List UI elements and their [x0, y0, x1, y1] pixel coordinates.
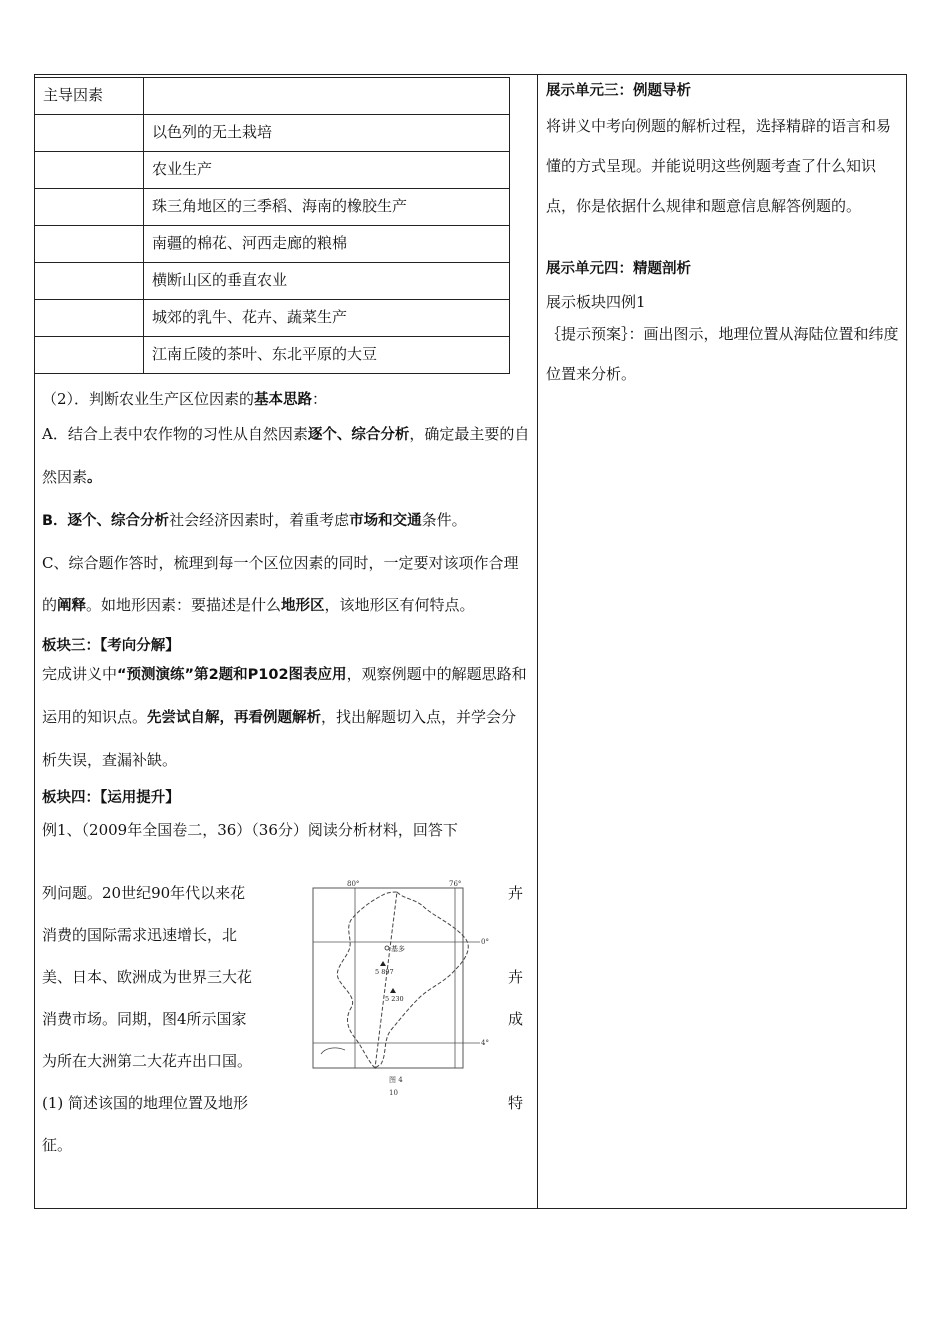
unit3-text: 将讲义中考向例题的解析过程，选择精辟的语言和易懂的方式呈现。并能说明这些例题考查了什么知识点，你是依据什么规律和题意信息解答例题的。	[546, 117, 892, 215]
svg-text:80°: 80°	[347, 880, 360, 888]
svg-text:5 897: 5 897	[375, 968, 394, 976]
wrap-text-left: 列问题。20世纪90年代以来花 消费的国际需求迅速增长，北 美、日本、欧洲成为世界三大花 消费市场。同期，图4所示国家 为所在大洲第二大花卉出口国。 (1) 简述该国的地理位置及地形 征。	[42, 884, 253, 1154]
svg-text:5 230: 5 230	[385, 995, 404, 1003]
block4-title: 板块四：【运用提升】	[42, 790, 180, 806]
table-row	[35, 115, 510, 152]
table-row	[35, 300, 510, 337]
unit4-title: 展示单元四：精题剖析	[546, 261, 691, 277]
wrap-text-right: 卉 卉 成 特	[508, 884, 524, 1112]
svg-text:图 4: 图 4	[389, 1076, 403, 1084]
table-header-cell: 主导因素	[35, 78, 144, 115]
svg-text:4°: 4°	[481, 1039, 489, 1047]
left-column	[42, 386, 530, 851]
column-divider	[537, 74, 538, 1209]
point-a: A．结合上表中农作物的习性从自然因素逐个、综合分析，确定最主要的自然因素。	[42, 425, 530, 486]
table-row	[35, 78, 510, 115]
unit4-text: ｛提示预案｝：画出图示，地理位置从海陆位置和纬度位置来分析。	[546, 325, 899, 383]
ecuador-map	[305, 878, 501, 1100]
table-row	[35, 189, 510, 226]
right-column	[546, 76, 902, 394]
svg-text:0°: 0°	[481, 938, 489, 946]
table-row	[35, 226, 510, 263]
table-cell: 横断山区的垂直农业	[144, 263, 510, 300]
table-cell: 江南丘陵的茶叶、东北平原的大豆	[144, 337, 510, 374]
point-c: C、综合题作答时，梳理到每一个区位因素的同时，一定要对该项作合理的阐释。如地形因素：要描述是什么地形区，该地形区有何特点。	[42, 554, 519, 614]
table-cell: 以色列的无土栽培	[144, 115, 510, 152]
example-line: 例1、（2009年全国卷二，36）（36分）阅读分析材料，回答下	[42, 821, 458, 839]
table-cell: 农业生产	[144, 152, 510, 189]
q2-paragraph: （2）．判断农业生产区位因素的基本思路：	[42, 390, 328, 408]
svg-text:基多: 基多	[391, 945, 405, 953]
block3-title: 板块三：【考向分解】	[42, 638, 180, 654]
table-cell: 珠三角地区的三季稻、海南的橡胶生产	[144, 189, 510, 226]
table-cell: 城郊的乳牛、花卉、蔬菜生产	[144, 300, 510, 337]
point-b: B．逐个、综合分析社会经济因素时，着重考虑市场和交通条件。	[42, 511, 467, 529]
table-cell	[144, 78, 510, 115]
table-cell: 南疆的棉花、河西走廊的粮棉	[144, 226, 510, 263]
svg-text:10: 10	[389, 1089, 398, 1097]
block3-paragraph: 完成讲义中“预测演练”第2题和P102图表应用，观察例题中的解题思路和运用的知识点。先尝试自解，再看例题解析，找出解题切入点，并学会分析失误，查漏补缺。	[42, 665, 527, 769]
unit3-title: 展示单元三：例题导析	[546, 83, 691, 99]
table-row	[35, 263, 510, 300]
factor-table	[34, 77, 510, 374]
table-row	[35, 152, 510, 189]
svg-text:76°: 76°	[449, 880, 462, 888]
unit4-line: 展示板块四例1	[546, 293, 646, 311]
table-row	[35, 337, 510, 374]
